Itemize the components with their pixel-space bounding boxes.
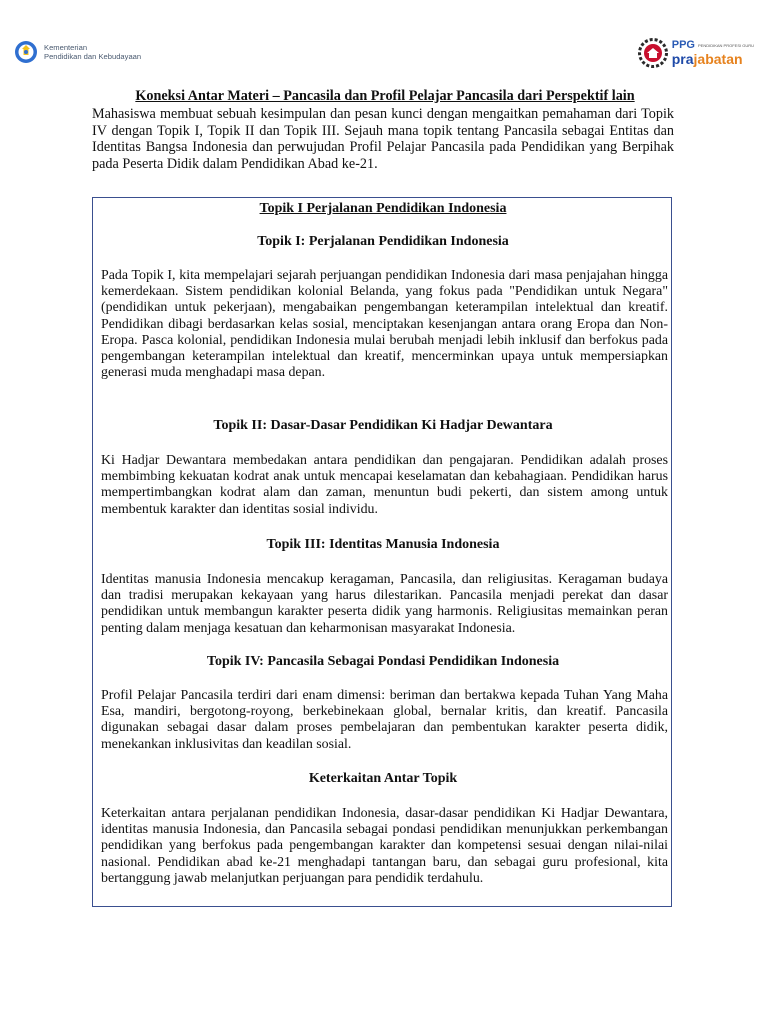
ministry-name-line2: Pendidikan dan Kebudayaan xyxy=(44,52,142,61)
section-heading-topik-4: Topik IV: Pancasila Sebagai Pondasi Pendidikan Indonesia xyxy=(206,654,560,669)
section-heading-topik-3: Topik III: Identitas Manusia Indonesia xyxy=(266,537,500,552)
section-body-topik-3: Identitas manusia Indonesia mencakup keragaman, Pancasila, dan religiusitas. Keragaman budaya dan tradisi merupakan kekayaan yang harus dilestarikan. Pancasila menjadi perekat dan dasar pendidikan untuk membangun karakter peserta didik yang harmonis. Religiusitas memainkan peran penting dalam menjaga kesatuan dan keharmonisan masyarakat Indonesia. xyxy=(101,572,668,636)
ppg-tagline: PENDIDIKAN PROFESI GURU xyxy=(697,42,754,48)
prajabatan-wordmark xyxy=(672,52,754,66)
box-title: Topik I Perjalanan Pendidikan Indonesia xyxy=(259,201,507,216)
prajabatan-part2: jabatan xyxy=(693,51,743,67)
content-box xyxy=(92,197,672,907)
ministry-name-line1: Kementerian xyxy=(44,43,88,52)
ppg-label: PPG xyxy=(671,39,695,51)
section-heading-keterkaitan: Keterkaitan Antar Topik xyxy=(308,771,458,786)
page-header xyxy=(0,0,768,86)
section-body-keterkaitan: Keterkaitan antara perjalanan pendidikan Indonesia, dasar-dasar pendidikan Ki Hadjar Dewantara, identitas manusia Indonesia, dan Pancasila sebagai pondasi pendidikan menunjukkan perkembangan pendidikan yang berfokus pada pengembangan karakter dan kompetensi sesuai dengan nilai-nilai nasional. Pendidikan abad ke-21 menghadapi tantangan baru, dan sebagai guru profesional, kita bertanggung jawab melanjutkan perjuangan para pendidik terdahulu. xyxy=(101,806,668,886)
section-body-topik-4: Profil Pelajar Pancasila terdiri dari enam dimensi: beriman dan bertakwa kepada Tuhan Yang Maha Esa, mandiri, bergotong-royong, berkebinekaan global, bernalar kritis, dan kreatif. Pancasila digunakan sebagai dasar dalam proses pembelajaran dan pembentukan karakter peserta didik, menekankan inklusivitas dan keadilan sosial. xyxy=(101,688,668,752)
section-heading-topik-2: Topik II: Dasar-Dasar Pendidikan Ki Hadjar Dewantara xyxy=(213,418,553,433)
section-heading-topik-1: Topik I: Perjalanan Pendidikan Indonesia xyxy=(257,234,509,249)
ppg-emblem-icon xyxy=(638,38,668,68)
document-title: Koneksi Antar Materi – Pancasila dan Profil Pelajar Pancasila dari Perspektif lain xyxy=(135,88,635,104)
prajabatan-part1: pra xyxy=(671,51,694,67)
intro-paragraph: Mahasiswa membuat sebuah kesimpulan dan pesan kunci dengan mengaitkan pemahaman dari Topik IV dengan Topik I, Topik II dan Topik III. Sejauh mana topik tentang Pancasila sebagai Entitas dan Identitas Bangsa Indonesia dan perwujudan Profil Pelajar Pancasila pada Pendidikan yang Berpihak pada Peserta Didik dalam Pendidikan Abad ke-21. xyxy=(92,106,674,172)
ministry-logo xyxy=(14,40,141,64)
section-body-topik-2: Ki Hadjar Dewantara membedakan antara pendidikan dan pengajaran. Pendidikan adalah proses membimbing kekuatan kodrat anak untuk mencapai keselamatan dan kebahagiaan. Pendidikan harus mempertimbangkan kodrat alam dan zaman, menuntun budi pekerti, dan sistem among untuk membentuk karakter dan identitas sosial individu. xyxy=(101,453,668,517)
ppg-prajabatan-logo xyxy=(638,38,754,68)
section-body-topik-1: Pada Topik I, kita mempelajari sejarah perjuangan pendidikan Indonesia dari masa penjajahan hingga kemerdekaan. Sistem pendidikan kolonial Belanda, yang fokus pada "Pendidikan untuk Negara" (pendidikan untuk pekerjaan), mengabaikan pengembangan keterampilan intelektual dan kreatif. Pendidikan dibagi berdasarkan kelas sosial, menciptakan kesenjangan antara orang Eropa dan Non-Eropa. Pasca kolonial, pendidikan Indonesia mulai berubah menjadi lebih inklusif dan berfokus pada pengembangan keterampilan intelektual dan kreatif, mencerminkan upaya untuk mempersiapkan generasi muda menghadapi masa depan. xyxy=(101,268,668,381)
tut-wuri-handayani-icon xyxy=(14,40,38,64)
